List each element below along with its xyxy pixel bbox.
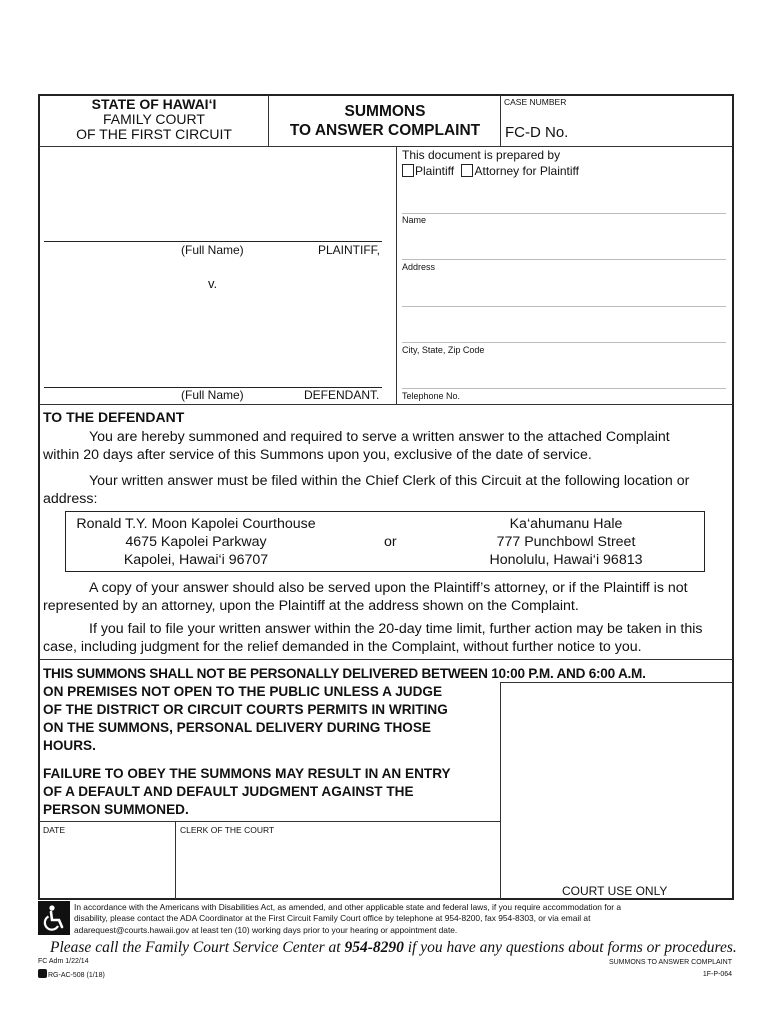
versus-label: v. — [208, 276, 218, 291]
ada-line2: disability, please contact the ADA Coordinator at the First Circuit Family Court office by telephone at 954-8200, fax 954-8303, or via email at — [74, 913, 591, 924]
attorney-option-label: Attorney for Plaintiff — [474, 164, 579, 178]
plaintiff-option-label: Plaintiff — [415, 164, 455, 178]
defendant-heading: TO THE DEFENDANT — [43, 409, 185, 425]
title-line-1: SUMMONS — [344, 103, 426, 120]
date-field[interactable]: DATE — [43, 825, 66, 835]
para4-line2: case, including judgment for the relief demanded in the Complaint, without further notice to you. — [43, 639, 642, 655]
attorney-checkbox[interactable] — [461, 164, 473, 177]
circuit-label: OF THE FIRST CIRCUIT — [76, 126, 232, 142]
city-line[interactable] — [402, 342, 726, 343]
ada-line1: In accordance with the Americans with Disabilities Act, as amended, and other applicable state and federal laws, if you require accommodation for a — [74, 902, 621, 912]
phone-line[interactable] — [402, 388, 726, 389]
para2-line1: Your written answer must be filed within the Chief Clerk of this Circuit at the following location or — [89, 473, 690, 489]
honolulu-street: 777 Punchbowl Street — [496, 534, 636, 550]
kapolei-address — [64, 515, 328, 569]
city-label: City, State, Zip Code — [402, 345, 485, 355]
phone-label: Telephone No. — [402, 391, 461, 401]
failure-warning-line1: FAILURE TO OBEY THE SUMMONS MAY RESULT IN AN ENTRY — [43, 766, 451, 781]
summons-bottom-rule — [39, 659, 733, 660]
preparer-options — [402, 164, 579, 178]
call-text-post: if you have any questions about forms or procedures. — [403, 939, 737, 956]
ada-line3: adarequest@courts.hawaii.gov at least ten (10) working days prior to your hearing or appointment date. — [74, 924, 458, 935]
kapolei-courthouse-name: Ronald T.Y. Moon Kapolei Courthouse — [76, 516, 316, 532]
form-title-footer: SUMMONS TO ANSWER COMPLAINT — [608, 959, 732, 966]
defendant-fullname-label: (Full Name) — [181, 388, 244, 402]
para3-line2: represented by an attorney, upon the Plaintiff at the address shown on the Complaint. — [43, 598, 579, 614]
accessibility-icon — [38, 901, 70, 935]
title-line-2: TO ANSWER COMPLAINT — [289, 122, 481, 139]
failure-warning-line2: OF A DEFAULT AND DEFAULT JUDGMENT AGAINST THE — [43, 784, 414, 799]
address-line[interactable] — [402, 259, 726, 260]
form-code-footer: 1F-P-064 — [702, 971, 732, 978]
delivery-warning-line1: THIS SUMMONS SHALL NOT BE PERSONALLY DELIVERED BETWEEN 10:00 P.M. AND 6:00 A.M. — [43, 666, 646, 681]
delivery-warning-line4: ON THE SUMMONS, PERSONAL DELIVERY DURING THOSE — [43, 720, 431, 735]
kapolei-street: 4675 Kapolei Parkway — [125, 534, 267, 550]
court-use-label: COURT USE ONLY — [562, 884, 668, 898]
header-bottom-rule — [39, 146, 733, 147]
court-use-left-rule — [500, 682, 501, 899]
para1-line1: You are hereby summoned and required to serve a written answer to the attached Complaint — [89, 429, 670, 445]
address-line-2[interactable] — [402, 306, 726, 307]
address-label: Address — [402, 262, 436, 272]
state-label: STATE OF HAWAI‘I — [91, 96, 217, 112]
failure-warning-line3: PERSON SUMMONED. — [43, 802, 189, 817]
para2-line2: address: — [43, 491, 98, 507]
form-rg-text: RG-AC-508 (1/18) — [48, 972, 105, 979]
para1-line2: within 20 days after service of this Summons upon you, exclusive of the date of service. — [43, 447, 592, 463]
service-center-note — [50, 939, 737, 957]
para4-line1: If you fail to file your written answer within the 20-day time limit, further action may be taken in this — [89, 621, 703, 637]
plaintiff-checkbox[interactable] — [402, 164, 414, 177]
case-number-label: CASE NUMBER — [504, 97, 567, 107]
kapolei-city: Kapolei, Hawai‘i 96707 — [123, 552, 269, 568]
honolulu-city: Honolulu, Hawai‘i 96813 — [489, 552, 643, 568]
header-divider-1 — [268, 95, 269, 146]
clerk-signature-field[interactable]: CLERK OF THE COURT — [180, 825, 275, 835]
plaintiff-name-line[interactable] — [44, 241, 382, 242]
delivery-warning-line2: ON PREMISES NOT OPEN TO THE PUBLIC UNLESS A JUDGE — [43, 684, 443, 699]
or-label: or — [384, 534, 397, 550]
signature-top-rule — [39, 821, 500, 822]
plaintiff-label: PLAINTIFF, — [318, 243, 381, 257]
prepared-by-label: This document is prepared by — [402, 148, 561, 162]
ada-notice — [74, 902, 734, 936]
form-adm-code: FC Adm 1/22/14 — [38, 958, 89, 965]
document-title — [270, 102, 500, 140]
court-use-top-rule — [500, 682, 733, 683]
court-label: FAMILY COURT — [103, 111, 205, 127]
small-accessibility-icon — [38, 969, 47, 978]
name-label: Name — [402, 215, 427, 225]
service-center-phone: 954-8290 — [344, 939, 404, 956]
header-divider-2 — [500, 95, 501, 146]
party-bottom-rule — [39, 404, 733, 405]
para3-line1: A copy of your answer should also be served upon the Plaintiff’s attorney, or if the Plaintiff is not — [89, 580, 688, 596]
defendant-label: DEFENDANT. — [304, 388, 380, 402]
form-rg-code — [38, 969, 105, 979]
court-name-block — [40, 97, 268, 142]
call-text-pre: Please call the Family Court Service Center at — [50, 939, 345, 956]
signature-divider — [175, 821, 176, 899]
plaintiff-fullname-label: (Full Name) — [181, 243, 244, 257]
case-number-field[interactable]: FC-D No. — [505, 124, 569, 141]
party-divider — [396, 146, 397, 404]
honolulu-address — [450, 515, 682, 569]
honolulu-courthouse-name: Ka‘ahumanu Hale — [509, 516, 623, 532]
delivery-warning-line3: OF THE DISTRICT OR CIRCUIT COURTS PERMITS IN WRITING — [43, 702, 448, 717]
delivery-warning-line5: HOURS. — [43, 738, 96, 753]
name-line[interactable] — [402, 213, 726, 214]
